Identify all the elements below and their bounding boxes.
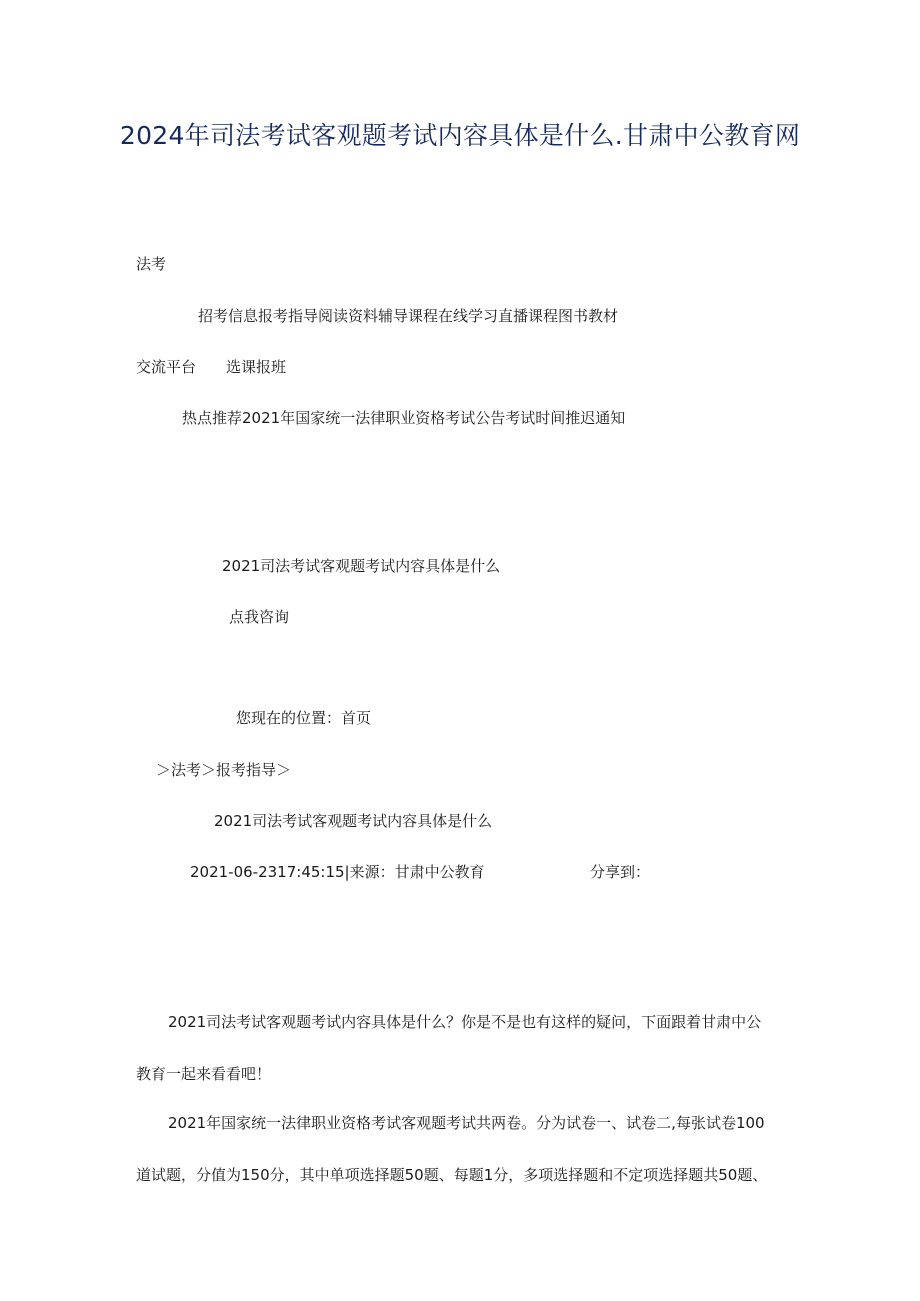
nav-item-enroll[interactable]: 选课报班 [226,358,287,376]
paragraph-line: 2021年国家统一法律职业资格考试客观题考试共两卷。分为试卷一、试卷二,每张试卷100 [168,1114,765,1132]
breadcrumb-separator: ＞ [276,761,292,779]
breadcrumb-separator: ＞ [156,761,172,779]
banner-headline: 2021司法考试客观题考试内容具体是什么 [222,557,501,575]
hot-label: 热点推荐 [182,409,243,427]
breadcrumb-separator: ＞ [201,761,217,779]
paragraph-line: 教育一起来看看吧！ [136,1065,272,1083]
breadcrumb-location [236,708,371,728]
paragraph-line: 2021司法考试客观题考试内容具体是什么？你是不是也有这样的疑问，下面跟着甘肃中公 [168,1013,762,1031]
page-title: 2024年司法考试客观题考试内容具体是什么.甘肃中公教育网 [119,121,801,150]
article-title: 2021司法考试客观题考试内容具体是什么 [214,812,493,830]
nav-item-exchange[interactable]: 交流平台 [136,358,197,376]
nav-row-2 [136,357,286,377]
paragraph-line: 道试题，分值为150分，其中单项选择题50题、每题1分，多项选择题和不定项选择题共50题、 [136,1166,768,1184]
breadcrumb-law-exam[interactable]: 法考 [171,761,202,779]
breadcrumb-guide[interactable]: 报考指导 [216,761,277,779]
breadcrumb-home[interactable]: 首页 [341,709,372,727]
article-meta: 2021-06-2317:45:15|来源：甘肃中公教育 [190,863,485,881]
site-name[interactable]: 法考 [136,255,167,273]
hot-link[interactable]: 2021年国家统一法律职业资格考试公告考试时间推迟通知 [242,409,626,427]
article-paragraph-1 [136,1012,776,1084]
share-label: 分享到： [590,863,651,881]
breadcrumb [156,760,291,780]
nav-menu-links[interactable]: 招考信息报考指导阅读资料辅导课程在线学习直播课程图书教材 [198,307,619,325]
article-paragraph-2 [136,1113,776,1185]
hot-recommend [182,408,625,428]
consult-button[interactable]: 点我咨询 [229,608,290,626]
breadcrumb-prefix: 您现在的位置： [236,709,342,727]
